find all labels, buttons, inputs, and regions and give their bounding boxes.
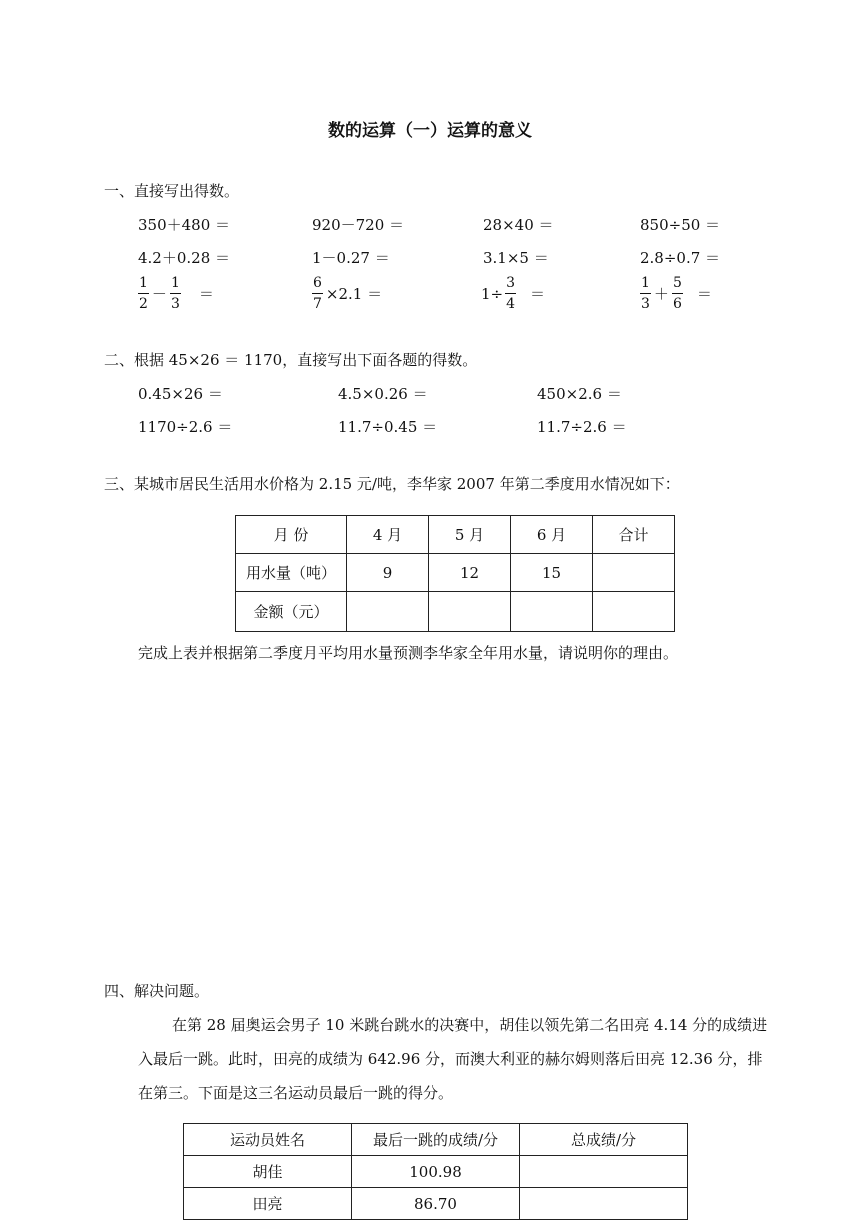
table-header-cell: 5 月 — [429, 516, 511, 554]
expression-rest: ×2.1 ＝ — [325, 285, 383, 303]
calc-1-2: 920－720 ＝ — [312, 216, 405, 234]
diving-score-table — [183, 1123, 688, 1220]
calc-2-2: 1－0.27 ＝ — [312, 249, 390, 267]
numerator: 1 — [640, 276, 651, 294]
table-cell: 胡佳 — [184, 1156, 352, 1188]
fraction-expr-2 — [312, 276, 382, 311]
table-cell: 100.98 — [352, 1156, 520, 1188]
page-title: 数的运算（一）运算的意义 — [328, 121, 532, 141]
table-header-row — [236, 516, 675, 554]
calc-s2-1-1: 0.45×26 ＝ — [138, 385, 223, 403]
table-header-cell: 6 月 — [511, 516, 593, 554]
section-1-heading: 一、直接写出得数。 — [104, 182, 240, 200]
denominator: 3 — [641, 296, 650, 312]
fraction — [312, 276, 323, 311]
table-cell-blank[interactable] — [429, 592, 511, 632]
fraction-expr-3 — [481, 276, 545, 311]
table-cell: 金额（元） — [236, 592, 347, 632]
calc-2-3: 3.1×5 ＝ — [483, 249, 549, 267]
fraction — [505, 276, 516, 311]
table-row — [184, 1156, 688, 1188]
table-cell-blank[interactable] — [520, 1188, 688, 1220]
table-cell-blank[interactable] — [520, 1156, 688, 1188]
calc-s2-2-1: 1170÷2.6 ＝ — [138, 418, 233, 436]
numerator: 3 — [505, 276, 516, 294]
table-header-cell: 合计 — [593, 516, 675, 554]
table-cell: 用水量（吨） — [236, 554, 347, 592]
calc-s2-1-3: 450×2.6 ＝ — [537, 385, 622, 403]
calc-2-4: 2.8÷0.7 ＝ — [640, 249, 721, 267]
fraction — [170, 276, 181, 311]
section-4-paragraph: 在第 28 届奥运会男子 10 米跳台跳水的决赛中，胡佳以领先第二名田亮 4.14 分的成绩进入最后一跳。此时，田亮的成绩为 642.96 分，而澳大利亚的赫尔姆则落后田亮 12.36 分，排在第三。下面是这三名运动员最后一跳的得分。 — [138, 1016, 768, 1102]
table-header-cell: 总成绩/分 — [520, 1124, 688, 1156]
equals: ＝ — [696, 285, 712, 303]
calc-2-1: 4.2＋0.28 ＝ — [138, 249, 231, 267]
numerator: 1 — [170, 276, 181, 294]
table-cell-blank[interactable] — [593, 592, 675, 632]
section-3-instruction: 完成上表并根据第二季度月平均用水量预测李华家全年用水量，请说明你的理由。 — [138, 644, 679, 662]
section-2-heading: 二、根据 45×26 ＝ 1170，直接写出下面各题的得数。 — [104, 351, 478, 369]
operator: － — [151, 285, 167, 303]
table-header-cell: 运动员姓名 — [184, 1124, 352, 1156]
denominator: 2 — [139, 296, 148, 312]
fraction — [640, 276, 651, 311]
table-cell: 9 — [347, 554, 429, 592]
calc-s2-1-2: 4.5×0.26 ＝ — [338, 385, 428, 403]
table-header-cell: 最后一跳的成绩/分 — [352, 1124, 520, 1156]
table-cell: 15 — [511, 554, 593, 592]
table-cell: 田亮 — [184, 1188, 352, 1220]
section-4-heading: 四、解决问题。 — [104, 982, 210, 1000]
table-header-cell: 4 月 — [347, 516, 429, 554]
calc-1-4: 850÷50 ＝ — [640, 216, 721, 234]
table-cell: 12 — [429, 554, 511, 592]
water-usage-table — [235, 515, 675, 632]
equals: ＝ — [530, 285, 546, 303]
table-cell-blank[interactable] — [511, 592, 593, 632]
table-cell: 86.70 — [352, 1188, 520, 1220]
table-header-cell: 月 份 — [236, 516, 347, 554]
calc-s2-2-2: 11.7÷0.45 ＝ — [338, 418, 438, 436]
denominator: 6 — [672, 296, 682, 312]
equals: ＝ — [198, 285, 214, 303]
numerator: 6 — [312, 276, 323, 294]
calc-s2-2-3: 11.7÷2.6 ＝ — [537, 418, 627, 436]
denominator: 3 — [170, 296, 180, 312]
table-row — [184, 1188, 688, 1220]
denominator: 4 — [506, 296, 516, 312]
denominator: 7 — [313, 296, 322, 312]
numerator: 5 — [672, 276, 683, 294]
fraction — [672, 276, 683, 311]
table-row — [236, 554, 675, 592]
operator: ＋ — [653, 285, 669, 303]
table-row — [236, 592, 675, 632]
section-3-heading: 三、某城市居民生活用水价格为 2.15 元/吨，李华家 2007 年第二季度用水情况如下： — [104, 475, 680, 493]
calc-1-1: 350＋480 ＝ — [138, 216, 231, 234]
table-cell-blank[interactable] — [347, 592, 429, 632]
fraction-expr-1 — [138, 276, 214, 311]
calc-1-3: 28×40 ＝ — [483, 216, 554, 234]
expression-prefix: 1÷ — [481, 284, 504, 303]
table-header-row — [184, 1124, 688, 1156]
fraction-expr-4 — [640, 276, 712, 311]
table-cell-blank[interactable] — [593, 554, 675, 592]
numerator: 1 — [138, 276, 149, 294]
fraction — [138, 276, 149, 311]
